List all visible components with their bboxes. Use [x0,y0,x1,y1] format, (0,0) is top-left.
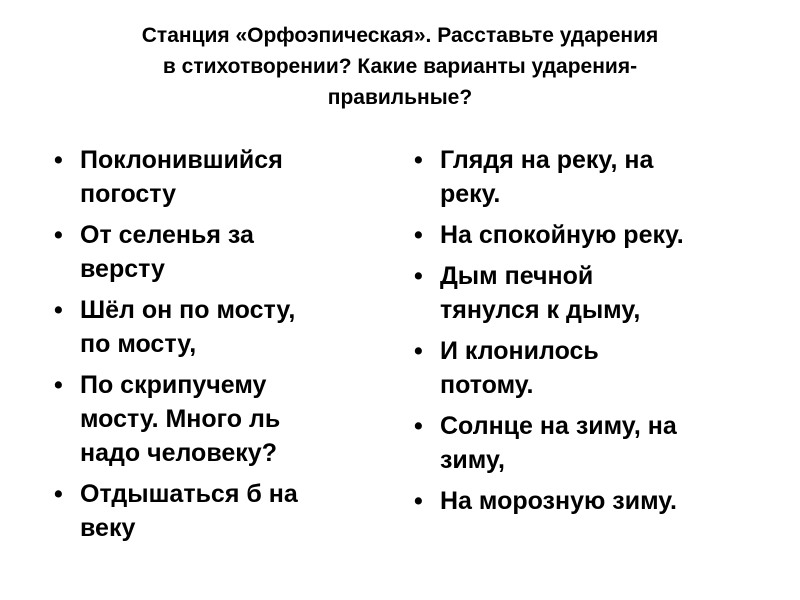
list-item [414,409,770,477]
list-item [414,143,770,211]
title-line: в стихотворении? Какие варианты ударения- [162,55,638,78]
bullet-icon: • [414,412,423,440]
list-item-line: веку [80,514,136,542]
left-column-list [54,143,354,552]
list-item-line: мосту. Много ль [80,405,281,433]
list-item-line: Глядя на реку, на [440,146,654,174]
list-item-line: зиму, [440,446,505,474]
bullet-icon: • [54,480,63,508]
list-item-line: тянулся к дыму, [440,296,641,324]
list-item [54,368,354,470]
list-item-line: потому. [440,371,534,399]
bullet-icon: • [414,262,423,290]
list-item-line: Шёл он по мосту, [80,296,296,324]
bullet-icon: • [414,221,423,249]
list-item-line: На спокойную реку. [440,221,684,249]
list-item [54,143,354,211]
list-item-line: Дым печной [440,262,594,290]
title-line: Станция «Орфоэпическая». Расставьте ударения [141,24,659,47]
list-item [414,218,770,252]
list-item-line: версту [80,255,165,283]
bullet-icon: • [414,146,423,174]
bullet-icon: • [54,296,63,324]
slide-title [40,20,760,113]
list-item [414,484,770,518]
list-item [54,293,354,361]
bullet-icon: • [54,221,63,249]
bullet-icon: • [414,337,423,365]
list-item-line: погосту [80,180,177,208]
list-item-line: По скрипучему [80,371,267,399]
bullet-icon: • [54,371,63,399]
list-item-line: реку. [440,180,501,208]
list-item-line: На морозную зиму. [440,487,677,515]
list-item [54,477,354,545]
list-item [54,218,354,286]
list-item-line: От селенья за [80,221,254,249]
bullet-icon: • [414,487,423,515]
list-item [414,334,770,402]
bullet-icon: • [54,146,63,174]
list-item-line: Поклонившийся [80,146,283,174]
title-line: правильные? [327,86,473,109]
list-item-line: надо человеку? [80,439,277,467]
list-item [414,259,770,327]
list-item-line: Отдышаться б на [80,480,298,508]
list-item-line: по мосту, [80,330,197,358]
list-item-line: И клонилось [440,337,599,365]
right-column-list [414,143,770,525]
list-item-line: Солнце на зиму, на [440,412,677,440]
